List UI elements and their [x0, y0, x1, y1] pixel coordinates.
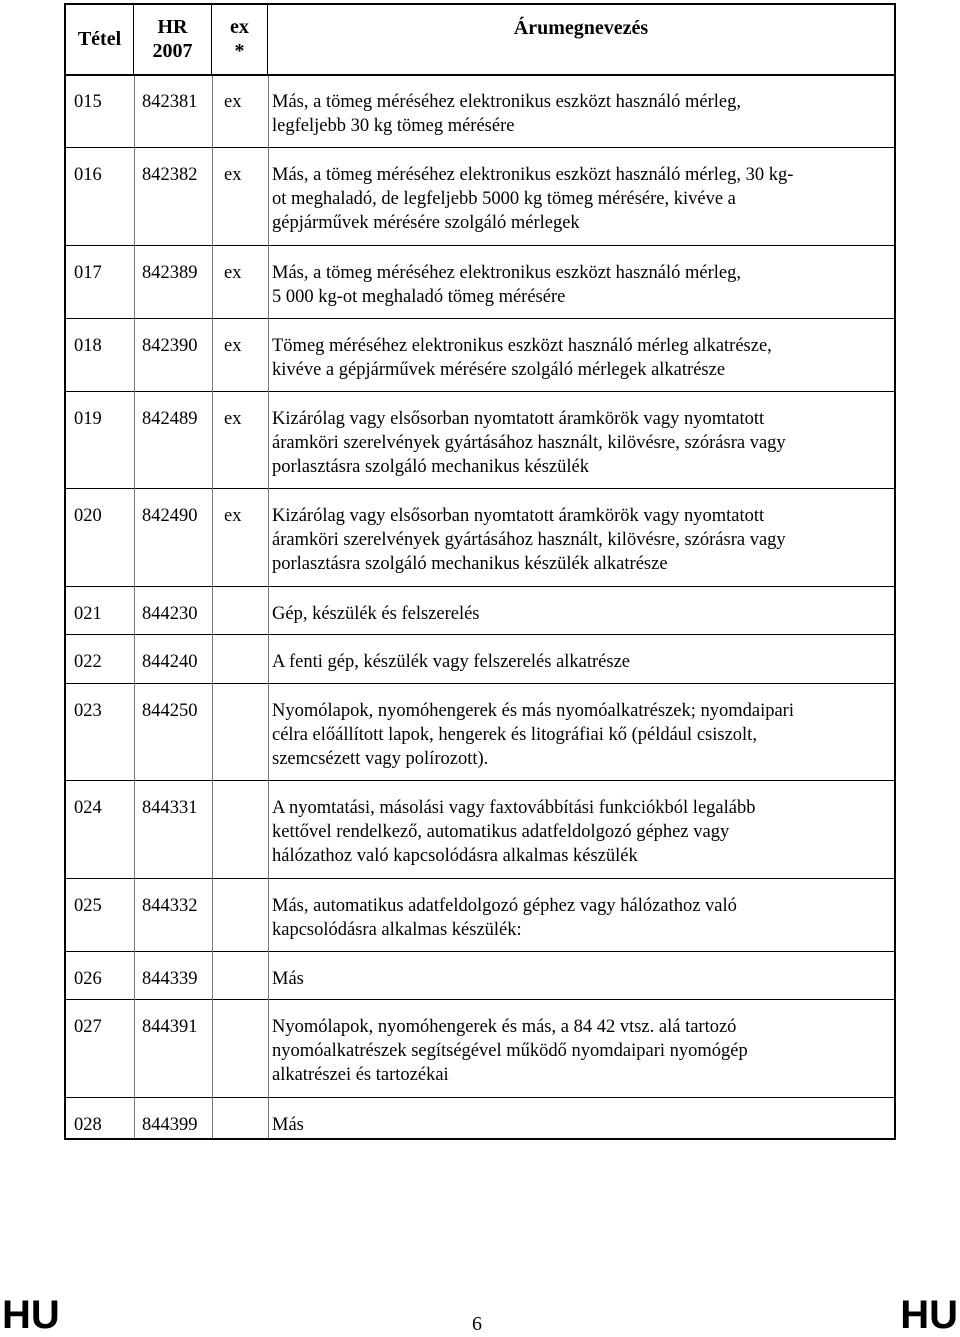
header-ex-line2: * [234, 40, 245, 62]
cell-tetel: 028 [74, 1114, 102, 1135]
description-line: porlasztásra szolgáló mechanikus készülék alkatrésze [272, 554, 668, 574]
description-line: ot meghaladó, de legfeljebb 5000 kg tömeg mérésére, kivéve a [272, 189, 736, 209]
cell-tetel: 017 [74, 262, 102, 283]
description-line: alkatrészei és tartozékai [272, 1065, 449, 1085]
cell-description [272, 796, 884, 868]
cell-ex: ex [224, 92, 242, 112]
description-line: Más [272, 968, 304, 989]
cell-hr-code: 842489 [142, 408, 198, 429]
cell-tetel: 023 [74, 700, 102, 721]
description-line: kapcsolódásra alkalmas készülék: [272, 919, 522, 940]
row-separator [66, 488, 894, 489]
cell-tetel: 019 [74, 408, 102, 429]
table-row [66, 334, 894, 383]
table-row [66, 602, 894, 627]
description-line: nyomóalkatrészek segítségével működő nyomdaipari nyomógép [272, 1041, 748, 1061]
row-separator [66, 147, 894, 148]
cell-hr-code: 842490 [142, 506, 198, 526]
cell-description [272, 650, 884, 674]
row-separator [66, 245, 894, 246]
row-separator [66, 878, 894, 879]
table-row [66, 407, 894, 481]
page-number: 6 [472, 1313, 482, 1335]
footer-hu-right: HU [900, 1293, 958, 1337]
table-row [66, 504, 894, 578]
description-line: Nyomólapok, nyomóhengerek és más, a 84 42 vtsz. alá tartozó [272, 1017, 737, 1037]
header-hr [134, 4, 212, 74]
cell-hr-code: 844332 [142, 895, 198, 916]
cell-description [272, 967, 884, 991]
table-row [66, 967, 894, 992]
cell-description [272, 1113, 884, 1137]
cell-tetel: 026 [74, 968, 102, 989]
table-row [66, 261, 894, 310]
goods-table [64, 4, 896, 1140]
description-line: legfeljebb 30 kg tömeg mérésére [272, 116, 515, 136]
cell-hr-code: 842389 [142, 262, 198, 283]
cell-hr-code: 842390 [142, 335, 198, 356]
column-divider [268, 76, 269, 1138]
row-separator [66, 1097, 894, 1098]
cell-hr-code: 844230 [142, 603, 198, 624]
description-line: A nyomtatási, másolási vagy faxtovábbítási funkciókból legalább [272, 798, 756, 818]
cell-tetel: 016 [74, 165, 102, 185]
row-separator [66, 780, 894, 781]
table-row [66, 699, 894, 773]
cell-hr-code: 844339 [142, 968, 198, 989]
description-line: Gép, készülék és felszerelés [272, 603, 480, 624]
cell-ex: ex [224, 408, 242, 429]
table-row [66, 894, 894, 943]
cell-ex: ex [224, 506, 242, 526]
row-separator [66, 634, 894, 635]
cell-tetel: 020 [74, 506, 102, 526]
description-line: Más, a tömeg méréséhez elektronikus eszközt használó mérleg, [272, 262, 742, 283]
cell-tetel: 027 [74, 1017, 102, 1037]
table-row [66, 796, 894, 870]
header-hr-line2: 2007 [152, 40, 193, 62]
description-line: gépjárművek mérésére szolgáló mérlegek [272, 213, 580, 233]
cell-hr-code: 844399 [142, 1114, 198, 1135]
description-line: kettővel rendelkező, automatikus adatfeldolgozó géphez vagy [272, 822, 730, 842]
column-divider [212, 76, 213, 1138]
row-separator [66, 391, 894, 392]
cell-tetel: 022 [74, 652, 102, 672]
row-separator [66, 951, 894, 952]
description-line: kivéve a gépjárművek mérésére szolgáló mérlegek alkatrésze [272, 359, 726, 380]
header-ex-line1: ex [230, 16, 249, 38]
description-line: Más, a tömeg méréséhez elektronikus eszközt használó mérleg, 30 kg- [272, 165, 794, 185]
description-line: hálózathoz való kapcsolódásra alkalmas készülék [272, 846, 638, 866]
cell-ex: ex [224, 165, 242, 185]
cell-hr-code: 844331 [142, 798, 198, 818]
header-hr-line1: HR [157, 16, 188, 38]
cell-hr-code: 842381 [142, 92, 198, 112]
table-row [66, 1113, 894, 1138]
column-divider [134, 76, 135, 1138]
cell-hr-code: 844250 [142, 700, 198, 721]
description-line: porlasztásra szolgáló mechanikus készülék [272, 456, 589, 477]
header-ex [212, 4, 268, 74]
table-header-row [66, 4, 894, 76]
cell-description [272, 894, 884, 942]
row-separator [66, 999, 894, 1000]
description-line: Kizárólag vagy elsősorban nyomtatott áramkörök vagy nyomtatott [272, 408, 765, 429]
cell-tetel: 018 [74, 335, 102, 356]
row-separator [66, 586, 894, 587]
description-line: A fenti gép, készülék vagy felszerelés alkatrésze [272, 652, 631, 672]
table-row [66, 90, 894, 139]
cell-tetel: 024 [74, 798, 102, 818]
cell-hr-code: 844391 [142, 1017, 198, 1037]
description-line: áramköri szerelvények gyártásához használt, kilövésre, szórásra vagy [272, 530, 786, 550]
cell-description [272, 90, 884, 138]
cell-description [272, 504, 884, 576]
description-line: szemcsézett vagy polírozott). [272, 748, 489, 769]
description-line: Más, automatikus adatfeldolgozó géphez vagy hálózathoz való [272, 895, 737, 916]
cell-tetel: 021 [74, 603, 102, 624]
description-line: Más, a tömeg méréséhez elektronikus eszközt használó mérleg, [272, 92, 742, 112]
cell-tetel: 015 [74, 92, 102, 112]
description-line: Kizárólag vagy elsősorban nyomtatott áramkörök vagy nyomtatott [272, 506, 765, 526]
cell-description [272, 602, 884, 626]
table-row [66, 163, 894, 237]
cell-ex: ex [224, 262, 242, 283]
cell-description [272, 699, 884, 771]
description-line: áramköri szerelvények gyártásához használt, kilövésre, szórásra vagy [272, 432, 786, 453]
footer-hu-left: HU [2, 1293, 60, 1337]
cell-hr-code: 842382 [142, 165, 198, 185]
table-row [66, 1015, 894, 1089]
header-tetel [66, 4, 134, 74]
cell-description [272, 1015, 884, 1087]
header-name-label: Árumegnevezés [513, 17, 649, 39]
description-line: Tömeg méréséhez elektronikus eszközt használó mérleg alkatrésze, [272, 335, 772, 356]
cell-hr-code: 844240 [142, 652, 198, 672]
cell-description [272, 407, 884, 479]
header-tetel-label: Tétel [77, 28, 122, 50]
cell-description [272, 261, 884, 309]
description-line: 5 000 kg-ot meghaladó tömeg mérésére [272, 286, 566, 307]
row-separator [66, 683, 894, 684]
header-arumegnevezes [268, 4, 894, 74]
row-separator [66, 318, 894, 319]
cell-ex: ex [224, 335, 242, 356]
cell-description [272, 334, 884, 382]
description-line: Más [272, 1114, 304, 1135]
cell-tetel: 025 [74, 895, 102, 916]
description-line: célra előállított lapok, hengerek és litográfiai kő (például csiszolt, [272, 724, 757, 745]
table-row [66, 650, 894, 675]
description-line: Nyomólapok, nyomóhengerek és más nyomóalkatrészek; nyomdaipari [272, 700, 794, 721]
cell-description [272, 163, 884, 235]
